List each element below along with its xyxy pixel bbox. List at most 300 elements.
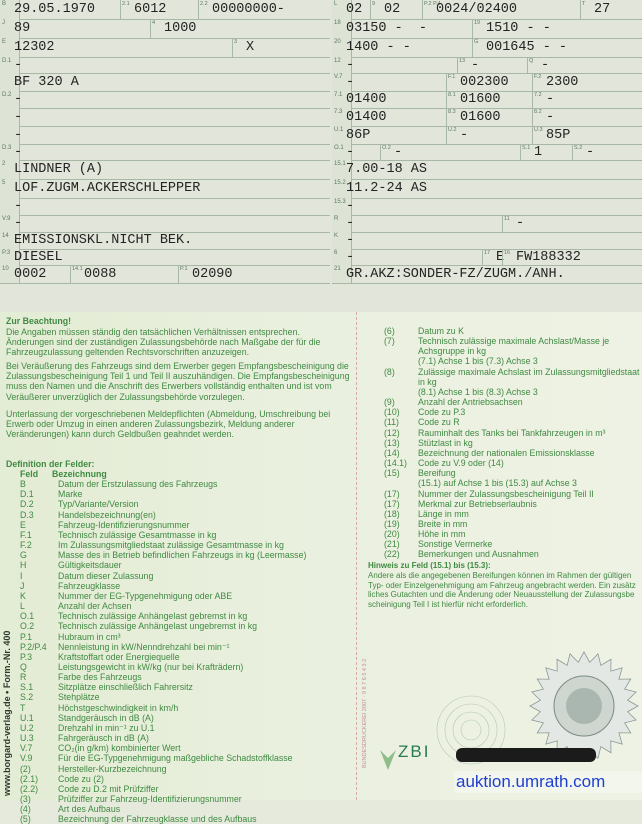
field-value: 02090 — [192, 266, 233, 282]
field-definition — [20, 540, 350, 550]
field-value: - — [346, 144, 355, 160]
field-definition — [20, 753, 350, 763]
field-description: Kraftstoffart oder Energiequelle — [58, 651, 180, 662]
field-description: Technisch zulässige Anhängelast gebremst in kg — [58, 611, 248, 622]
field-value: 27 — [594, 2, 611, 17]
field-definition — [384, 397, 640, 407]
field-code: O.1 — [332, 144, 352, 160]
field-value: - — [14, 199, 23, 214]
subfield-code: F.2 — [534, 74, 542, 80]
field-key: (18) — [384, 508, 400, 519]
field-value: 6012 — [134, 2, 167, 17]
field-definition — [384, 549, 640, 559]
field-key: P.2/P.4 — [20, 641, 47, 652]
field-code: L — [332, 0, 352, 19]
field-value: 89 — [14, 21, 31, 36]
perforation-line — [356, 312, 357, 800]
field-value: - — [516, 216, 525, 231]
field-key: J — [20, 580, 25, 591]
publisher-side-label: www.borgard-verlag.de • Form.-Nr. 400 — [2, 630, 12, 796]
field-description: Stützlast in kg — [418, 437, 473, 448]
field-definition — [20, 662, 350, 672]
field-value: 12302 — [14, 40, 55, 55]
field-definition — [20, 520, 350, 530]
seal-emblem — [528, 650, 640, 762]
field-definition — [20, 672, 350, 682]
field-value: 01400 — [346, 109, 387, 125]
field-code: 14 — [0, 232, 20, 249]
subfield-code: 8.2 — [534, 109, 542, 115]
left-row — [0, 73, 330, 92]
field-description: Bezeichnung der nationalen Emissionsklasse — [418, 447, 595, 458]
field-value: 7.00-18 AS — [346, 162, 428, 177]
field-value: 01600 — [460, 109, 501, 125]
field-key: (8) — [384, 366, 395, 377]
field-key: (14) — [384, 447, 400, 458]
field-description: Höchstgeschwindigkeit in km/h — [58, 702, 179, 713]
watermark-text: auktion.umrath.com — [454, 771, 642, 793]
notice-paragraph-2: Bei Veräußerung des Fahrzeugs sind dem Erwerber gegen Empfangsbescheinigung die Zulassungsbescheinigung Teil 1 und Teil II auszuhändigen. Die Empfangsbescheinigung muss den Namen und die Anschrift des Erwerbers vollständig enthalten und ist vom Veräußerer unverzüglich der Zulassungsbehörde vorzulegen. — [6, 361, 350, 402]
eagle-mark-icon — [378, 748, 398, 772]
field-definition — [384, 468, 640, 478]
field-description: Anzahl der Antriebsachsen — [418, 397, 523, 408]
field-value: - — [460, 127, 469, 143]
field-key: K — [20, 590, 26, 601]
field-key: U.2 — [20, 722, 34, 733]
field-definition — [20, 642, 350, 652]
field-value: 86P — [346, 127, 371, 143]
field-description: Nennleistung in kW/Nenndrehzahl bei min⁻¹ — [58, 641, 230, 652]
field-description: Nummer der Zulassungsbescheinigung Teil II — [418, 488, 594, 499]
subfield-code: G — [474, 39, 479, 45]
field-key: (13) — [384, 437, 400, 448]
right-row — [332, 108, 642, 127]
field-code: D.2 — [0, 91, 20, 108]
field-key: (2.2) — [20, 783, 39, 794]
field-description: Anzahl der Achsen — [58, 601, 132, 612]
field-value: E — [496, 249, 505, 265]
field-definition — [384, 478, 640, 488]
field-key: (14.1) — [384, 458, 407, 469]
subfield-code: 14.1 — [72, 266, 83, 272]
field-key: (22) — [384, 549, 400, 560]
field-key: H — [20, 560, 27, 571]
field-key: (17) — [384, 488, 400, 499]
subfield-code: P.1 — [180, 266, 188, 272]
right-row — [332, 38, 642, 58]
left-row — [0, 0, 330, 20]
field-definition — [20, 621, 350, 631]
right-row — [332, 19, 642, 39]
field-key: O.2 — [20, 621, 35, 632]
field-definition — [20, 733, 350, 743]
field-description: Hersteller-Kurzbezeichnung — [58, 763, 167, 774]
field-description: Länge in mm — [418, 508, 469, 519]
field-col-header: Feld — [20, 469, 39, 479]
field-key: O.1 — [20, 611, 35, 622]
field-value: EMISSIONSKL.NICHT BEK. — [14, 233, 193, 248]
subfield-code: 8.1 — [448, 92, 456, 98]
field-code: D.1 — [0, 57, 20, 73]
field-value: 01600 — [460, 92, 501, 107]
field-value: - — [14, 109, 23, 125]
cell-divider — [580, 0, 642, 19]
left-row — [0, 215, 330, 233]
field-description: Technisch zulässige Anhängelast ungebremst in kg — [58, 621, 258, 632]
field-description: CO₂(in g/km) kombinierter Wert — [58, 743, 181, 754]
field-description: Sitzplätze einschließlich Fahrersitz — [58, 682, 193, 693]
field-definition — [20, 560, 350, 570]
field-code: V.7 — [332, 73, 352, 91]
field-value: DIESEL — [14, 249, 63, 265]
field-definitions-left — [20, 469, 350, 824]
field-key: I — [20, 570, 23, 581]
field-definition — [384, 448, 640, 458]
field-code: R — [332, 215, 352, 232]
right-row — [332, 73, 642, 92]
field-code: J — [0, 19, 20, 38]
field-description: Rauminhalt des Tanks bei Tankfahrzeugen in m³ — [418, 427, 606, 438]
left-row — [0, 126, 330, 145]
right-row — [332, 126, 642, 145]
field-description: Code zu R — [418, 417, 460, 428]
left-row — [0, 108, 330, 127]
field-key: L — [20, 601, 25, 612]
field-code: 20 — [332, 38, 352, 57]
left-row — [0, 57, 330, 74]
field-code: 15.2 — [332, 179, 352, 198]
field-value: 0088 — [84, 266, 117, 282]
field-description: Höhe in mm — [418, 529, 466, 540]
field-description: Handelsbezeichnung(en) — [58, 509, 156, 520]
field-key: (21) — [384, 539, 400, 550]
field-definition — [20, 794, 350, 804]
subfield-code: S.2 — [574, 145, 583, 151]
field-key: P.1 — [20, 631, 33, 642]
field-key — [384, 478, 418, 488]
field-key: (3) — [20, 794, 31, 804]
field-description: Im Zulassungsmitgliedstaat zulässige Gesamtmasse in kg — [58, 540, 284, 551]
subfield-code: U.3 — [534, 127, 543, 133]
field-definition — [20, 591, 350, 601]
field-value: 00000000- — [212, 2, 285, 17]
field-definition — [384, 539, 640, 549]
field-description: Bereifung — [418, 468, 456, 479]
field-code: 21 — [332, 265, 352, 283]
field-key — [384, 346, 418, 356]
field-code: 6 — [332, 249, 352, 265]
field-key: (9) — [384, 397, 395, 408]
field-value: GR.AKZ:SONDER-FZ/ZUGM./ANH. — [346, 266, 565, 282]
print-marking: BUNDESDRUCKEREI 2007 · 9 8 7 6 5 4 3 2 — [362, 658, 368, 768]
field-value: - — [471, 57, 480, 73]
field-code: 7.1 — [332, 91, 352, 108]
field-description: Bezeichnung der Fahrzeugklasse und des Aufbaus — [58, 814, 257, 824]
field-definition — [384, 489, 640, 499]
left-row — [0, 265, 330, 284]
right-data-table — [332, 0, 642, 312]
subfield-code: 7.2 — [534, 92, 542, 98]
field-definition — [20, 703, 350, 713]
field-code: 15.1 — [332, 160, 352, 179]
field-definition — [20, 682, 350, 692]
field-value: BF 320 A — [14, 74, 79, 90]
field-definition — [384, 377, 640, 387]
field-value: - — [394, 144, 403, 160]
subfield-code: 11 — [504, 216, 510, 222]
registration-data-panel — [0, 0, 642, 312]
field-description: Datum zu K — [418, 326, 464, 336]
field-value: 0002 — [14, 266, 47, 282]
field-value: 02 — [384, 2, 401, 17]
field-key: E — [20, 519, 26, 530]
field-description: Fahrzeugklasse — [58, 580, 121, 591]
field-value: LINDNER (A) — [14, 162, 104, 177]
subfield-code: Q — [529, 58, 534, 64]
subfield-code: 4 — [152, 20, 156, 26]
cell-divider — [572, 144, 642, 160]
notice-paragraph-1: Die Angaben müssen ständig den tatsächlichen Verhältnissen entsprechen. Änderungen sind der zuständigen Zulassungsbehörde nach Maßgabe der für die Fahrzeugzulassung geltenden Rechtsvorschriften anzuzeigen. — [6, 327, 321, 358]
field-code: 15.3 — [332, 198, 352, 215]
field-definition — [20, 581, 350, 591]
field-definition — [20, 499, 350, 509]
field-value: 02 — [346, 2, 363, 17]
field-key: D.2 — [20, 499, 34, 510]
subfield-code: 3 — [234, 39, 238, 45]
field-code: P.3 — [0, 249, 20, 265]
left-row — [0, 249, 330, 266]
left-row — [0, 232, 330, 250]
field-definition — [20, 743, 350, 753]
field-value: - — [546, 92, 555, 107]
field-definition — [20, 611, 350, 621]
field-description: Standgeräusch in dB (A) — [58, 712, 154, 723]
field-definition — [384, 519, 640, 529]
field-definition — [384, 346, 640, 356]
field-description: Technisch zulässige maximale Achslast/Masse je — [418, 336, 610, 347]
field-key — [384, 377, 418, 387]
field-value: - — [346, 233, 355, 248]
field-value: 03150 - - — [346, 21, 428, 36]
subfield-code: O.2 — [382, 145, 391, 151]
field-value: 001645 - - — [486, 40, 568, 55]
field-description: Technisch zulässige Gesamtmasse in kg — [58, 529, 217, 540]
field-description: Fahrgeräusch in dB (A) — [58, 733, 149, 744]
field-value: 1 — [534, 144, 543, 160]
field-description: Prüfziffer zur Fahrzeug-Identifizierungsnummer — [58, 794, 242, 804]
subfield-code: S.1 — [522, 145, 531, 151]
notice-heading: Zur Beachtung! — [6, 316, 71, 326]
field-definition — [384, 438, 640, 448]
field-key: (2) — [20, 763, 31, 774]
field-definition — [20, 713, 350, 723]
field-key: (2.1) — [20, 773, 39, 784]
left-row — [0, 19, 330, 39]
field-value: 01400 — [346, 92, 387, 107]
left-row — [0, 179, 330, 199]
right-row — [332, 0, 642, 20]
field-key: V.9 — [20, 753, 33, 764]
field-key: (19) — [384, 518, 400, 529]
subfield-code: 2.2 — [200, 1, 208, 7]
field-key: P.3 — [20, 651, 33, 662]
field-description: Stehplätze — [58, 692, 100, 703]
field-key: D.3 — [20, 509, 34, 520]
field-description: Datum der Erstzulassung des Fahrzeugs — [58, 479, 218, 490]
field-definition — [384, 417, 640, 427]
field-description: Hubraum in cm³ — [58, 631, 121, 642]
field-value: - — [586, 144, 595, 160]
notice-paragraph-3: Unterlassung der vorgeschriebenen Meldepflichten (Abmeldung, Umschreibung bei Erwerb oder Umzug in einen anderen Zulassungsbezirk, Meldung anderer Veränderungen) kann durch Geldbußen geahndet werden. — [6, 409, 331, 440]
field-description: Bemerkungen und Ausnahmen — [418, 549, 539, 560]
field-description: Achsgruppe in kg — [418, 346, 486, 357]
field-value: FW188332 — [516, 249, 581, 265]
field-code: B — [0, 0, 20, 19]
field-definition — [20, 764, 350, 774]
subfield-code: 2.1 — [122, 1, 130, 7]
field-definition — [384, 407, 640, 417]
right-row — [332, 232, 642, 250]
field-key: Q — [20, 661, 27, 672]
field-definition — [384, 499, 640, 509]
field-key: D.1 — [20, 489, 34, 500]
right-row — [332, 57, 642, 74]
left-row — [0, 91, 330, 109]
subfield-code: 8.3 — [448, 109, 456, 115]
field-value: - — [346, 57, 355, 73]
field-value: - — [14, 127, 23, 143]
field-description: Code zu P.3 — [418, 407, 466, 418]
field-key: (5) — [20, 814, 31, 824]
field-code: V.9 — [0, 215, 20, 232]
field-description: Für die EG-Typgenehmigung maßgebliche Schadstoffklasse — [58, 753, 293, 764]
left-row — [0, 144, 330, 161]
field-key: (12) — [384, 427, 400, 438]
field-value: - — [346, 249, 355, 265]
hint-heading: Hinweis zu Feld (15.1) bis (15.3): — [368, 561, 491, 570]
field-description: Code zu V.9 oder (14) — [418, 458, 504, 469]
field-value: - — [14, 216, 23, 231]
field-definition — [20, 510, 350, 520]
field-description: Merkmal zur Betriebserlaubnis — [418, 498, 537, 509]
field-description: (15.1) auf Achse 1 bis (15.3) auf Achse 3 — [418, 478, 577, 489]
field-definition — [384, 458, 640, 468]
field-description: Marke — [58, 489, 83, 500]
field-value: 1400 - - — [346, 40, 411, 55]
field-code: 12 — [332, 57, 352, 73]
field-definition — [20, 601, 350, 611]
field-definition — [20, 550, 350, 560]
field-definition — [20, 692, 350, 702]
field-key: (15) — [384, 468, 400, 479]
field-key: (17) — [384, 498, 400, 509]
left-data-table — [0, 0, 330, 312]
left-row — [0, 38, 330, 58]
field-value: 1000 — [164, 21, 197, 36]
zbi-label: ZBI — [398, 742, 431, 761]
field-value: 2300 — [546, 74, 579, 90]
field-key: (7) — [384, 336, 395, 347]
field-value: - — [14, 57, 23, 73]
subfield-code: 9 — [372, 1, 376, 7]
field-definition — [384, 326, 640, 336]
field-definition — [20, 784, 350, 794]
field-description: Leistungsgewicht in kW/kg (nur bei Krafträdern) — [58, 661, 244, 672]
right-row — [332, 91, 642, 109]
field-description: Datum dieser Zulassung — [58, 570, 154, 581]
field-code: 10 — [0, 265, 20, 283]
field-key: (10) — [384, 407, 400, 418]
field-key: S.1 — [20, 682, 34, 693]
field-description: in kg — [418, 376, 437, 387]
field-value: - — [346, 216, 355, 231]
right-row — [332, 265, 642, 284]
left-row — [0, 198, 330, 216]
field-definition — [20, 804, 350, 814]
right-row — [332, 249, 642, 266]
field-definition — [20, 814, 350, 824]
field-code: D.3 — [0, 144, 20, 160]
field-description: Farbe des Fahrzeugs — [58, 672, 142, 683]
field-definition — [20, 774, 350, 784]
field-definition — [20, 479, 350, 489]
field-definition — [384, 529, 640, 539]
field-definition — [384, 336, 640, 346]
field-key — [384, 356, 418, 366]
subfield-code: 13 — [459, 58, 466, 64]
field-definition — [20, 723, 350, 733]
field-code: 7.3 — [332, 108, 352, 126]
field-definition — [384, 356, 640, 366]
subfield-code: P.2 P.4 — [424, 1, 441, 7]
field-value: - — [346, 74, 355, 90]
right-row — [332, 160, 642, 180]
field-description: Nummer der EG-Typgenehmigung oder ABE — [58, 590, 233, 601]
field-definition — [20, 632, 350, 642]
field-key: (11) — [384, 417, 399, 428]
field-description: Art des Aufbaus — [58, 804, 121, 815]
bezeichnung-col-header: Bezeichnung — [52, 469, 107, 479]
field-code: E — [0, 38, 20, 57]
field-key: B — [20, 479, 26, 490]
hint-text: Andere als die angegebenen Bereifungen können im Rahmen der gültigen Typ- oder Einzelgenehmigung am Fahrzeug angebracht werden. Ein zusätz liches Gutachten und die Änderung oder Neuausstellung der Zulassungsbe scheinigung Teil I ist hierfür nicht erforderlich. — [368, 571, 636, 609]
field-key: (4) — [20, 804, 31, 815]
field-description: Sonstige Vermerke — [418, 539, 493, 550]
field-definition — [384, 428, 640, 438]
subfield-code: 17 — [484, 250, 491, 256]
redaction-bar — [456, 748, 596, 762]
field-code: K — [332, 232, 352, 249]
field-key: S.2 — [20, 692, 34, 703]
field-key: U.3 — [20, 733, 34, 744]
field-description: Gültigkeitsdauer — [58, 560, 122, 571]
field-key: R — [20, 672, 27, 683]
field-value: - — [346, 199, 355, 214]
field-definition — [384, 367, 640, 377]
subfield-code: 19 — [474, 20, 481, 26]
field-definition — [20, 530, 350, 540]
subfield-code: U.2 — [448, 127, 457, 133]
field-key: U.1 — [20, 712, 34, 723]
field-value: 1510 - - — [486, 21, 551, 36]
field-definition — [20, 652, 350, 662]
field-value: 002300 — [460, 74, 509, 90]
field-value: 29.05.1970 — [14, 2, 96, 17]
field-definition — [384, 387, 640, 397]
field-value: 11.2-24 AS — [346, 181, 428, 196]
field-key: F.2 — [20, 540, 32, 551]
fields-heading: Definition der Felder: — [6, 459, 95, 469]
